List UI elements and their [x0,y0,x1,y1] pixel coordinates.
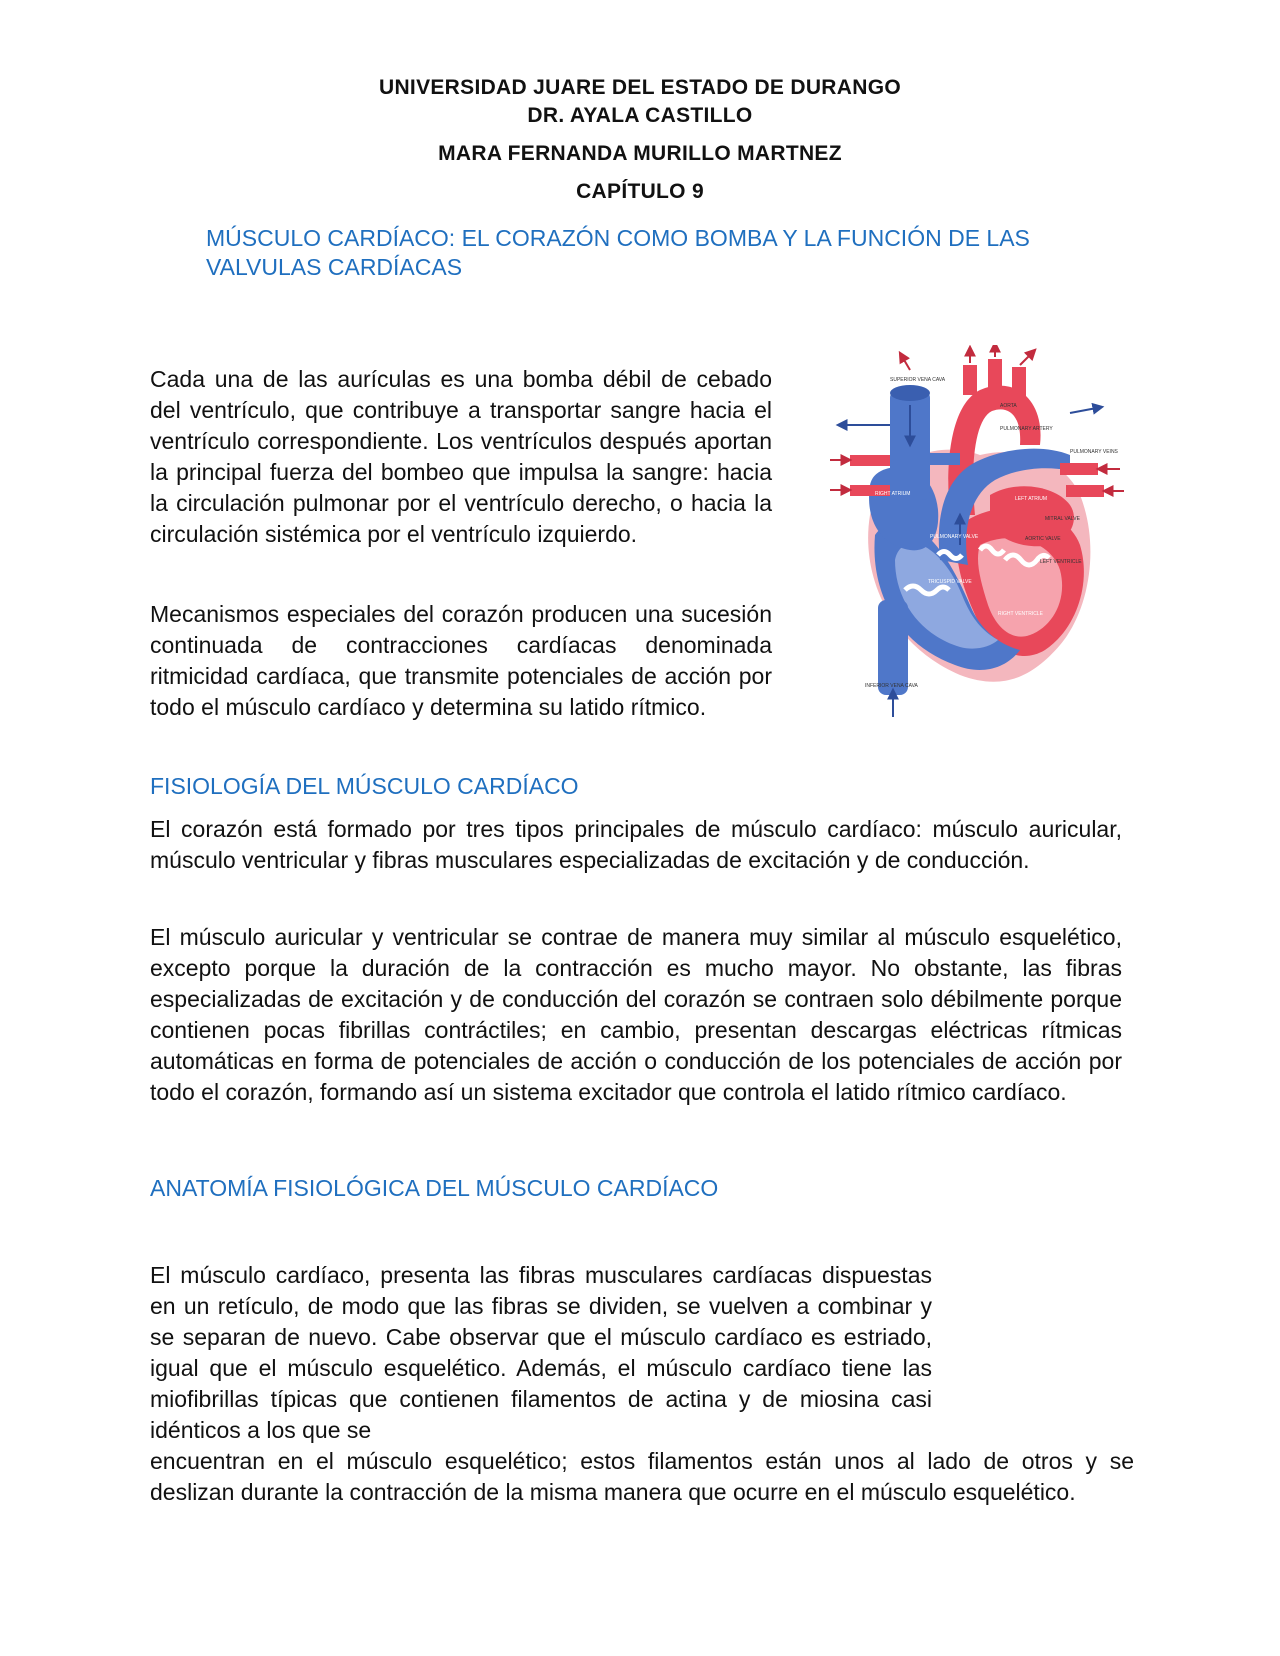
label-superior-vena-cava: SUPERIOR VENA CAVA [890,377,946,383]
svg-text:RIGHT VENTRICLE [998,611,1044,617]
label-aorta: AORTA [1000,403,1017,409]
fisiologia-paragraph-2: El músculo auricular y ventricular se contrae de manera muy similar al músculo esquelético, excepto porque la duración de la contracción es mucho mayor. No obstante, las fibras especializadas de excitación y de conducción del corazón se contraen solo débilmente porque contienen pocas fibrillas contráctiles; en cambio, presentan descargas eléctricas rítmicas automáticas en forma de potenciales de acción o conducción de los potenciales de acción por todo el corazón, formando así un sistema excitador que controla el latido rítmico cardíaco. [150,924,1122,1105]
professor-name: DR. AYALA CASTILLO [527,104,753,127]
fisiologia-paragraph-1: El corazón está formado por tres tipos principales de músculo cardíaco: músculo auricular, músculo ventricular y fibras musculares especializadas de excitación y de conducción. [150,816,1122,873]
student-name: MARA FERNANDA MURILLO MARTNEZ [438,142,842,165]
label-aortic-valve: AORTIC VALVE [1025,536,1061,542]
label-left-ventricle: LEFT VENTRICLE [1040,559,1082,565]
svg-text:LEFT VENTRICLE [1040,559,1082,565]
label-inferior-vena-cava: INFERIOR VENA CAVA [865,683,918,689]
section-heading-anatomia: ANATOMÍA FISIOLÓGICA DEL MÚSCULO CARDÍACO [150,1175,719,1201]
svg-text:PULMONARY VEINS [1070,449,1119,455]
anatomia-paragraph-narrow: El músculo cardíaco, presenta las fibras musculares cardíacas dispuestas en un retículo, de modo que las fibras se dividen, se vuelven a combinar y se separan de nuevo. Cabe observar que el músculo cardíaco es estriado, igual que el músculo esquelético. Además, el músculo cardíaco tiene las miofibrillas típicas que contienen filamentos de actina y de miosina casi idénticos a los que se [150,1262,932,1443]
label-pulmonary-veins: PULMONARY VEINS [1070,449,1118,455]
svg-text:RIGHT ATRIUM [875,491,910,497]
section-heading-fisiologia: FISIOLOGÍA DEL MÚSCULO CARDÍACO [150,773,579,799]
document-title: MÚSCULO CARDÍACO: EL CORAZÓN COMO BOMBA Y LA FUNCIÓN DE LAS VALVULAS CARDÍACAS [206,225,1030,280]
svg-text:INFERIOR VENA CAVA [865,683,919,689]
svg-text:TRICUSPID VALVE [928,579,972,585]
svg-text:SUPERIOR VENA CAVA [890,377,946,383]
anatomia-paragraph-wide: encuentran en el músculo esquelético; estos filamentos están unos al lado de otros y se deslizan durante la contracción de la misma manera que ocurre en el músculo esquelético. [150,1448,1134,1505]
university-name: UNIVERSIDAD JUARE DEL ESTADO DE DURANGO [379,76,901,99]
inferior-vena-cava-shape [878,600,908,695]
label-right-ventricle: RIGHT VENTRICLE [998,611,1043,617]
label-left-atrium: LEFT ATRIUM [1015,496,1048,502]
intro-paragraph-1: Cada una de las aurículas es una bomba débil de cebado del ventrículo, que contribuye a transportar sangre hacia el ventrículo correspondiente. Los ventrículos después aportan la principal fuerza del bombeo que impulsa la sangre: hacia la circulación pulmonar por el ventrículo derecho, o hacia la circulación sistémica por el ventrículo izquierdo. [150,366,772,547]
heart-diagram [830,345,1130,725]
label-right-atrium: RIGHT ATRIUM [875,491,911,497]
intro-paragraph-2: Mecanismos especiales del corazón producen una sucesión continuada de contracciones cardíacas denominada ritmicidad cardíaca, que transmite potenciales de acción por todo el músculo cardíaco y determina su latido rítmico. [150,601,772,720]
label-mitral-valve: MITRAL VALVE [1045,516,1080,522]
chapter-label: CAPÍTULO 9 [576,180,704,203]
svg-text:AORTA [1000,403,1017,409]
svg-text:LEFT ATRIUM [1015,496,1047,502]
svg-text:AORTIC VALVE [1025,536,1061,542]
svg-text:MITRAL VALVE [1045,516,1081,522]
svg-text:PULMONARY VALVE [930,534,979,540]
label-pulmonary-artery: PULMONARY ARTERY [1000,426,1053,432]
label-pulmonary-valve: PULMONARY VALVE [930,534,979,540]
label-tricuspid-valve: TRICUSPID VALVE [928,579,972,585]
svg-text:PULMONARY ARTERY [1000,426,1053,432]
